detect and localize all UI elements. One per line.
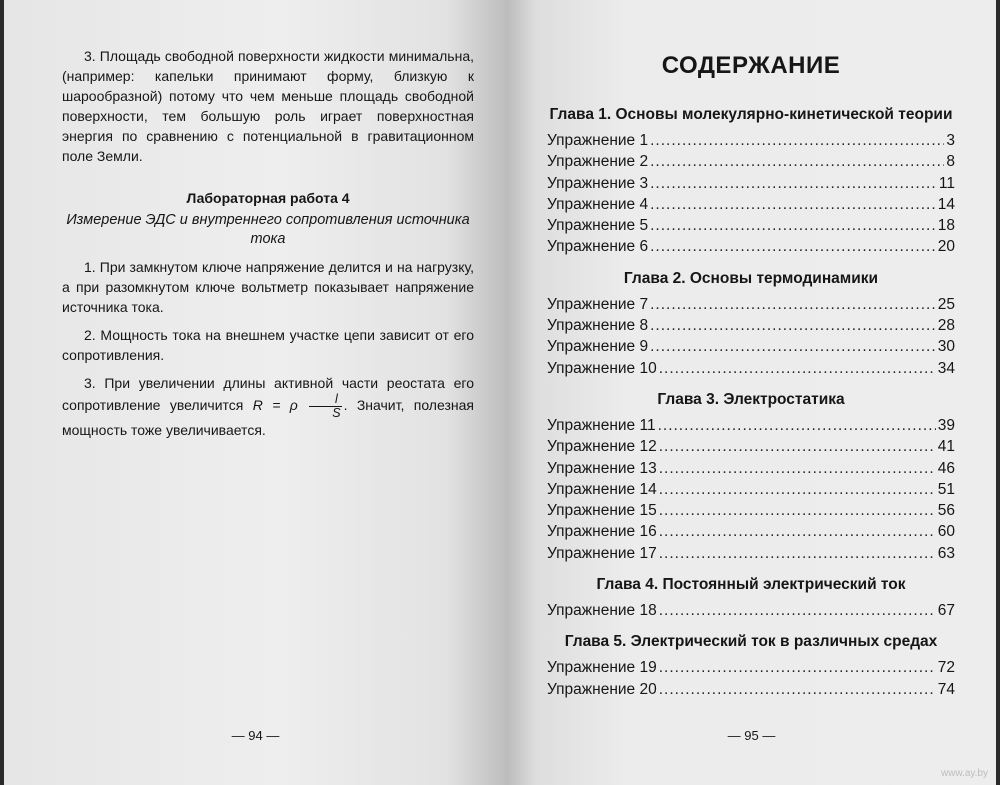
toc-entry xyxy=(547,151,955,172)
toc-entry xyxy=(547,215,955,236)
toc-entry-page: 67 xyxy=(937,602,955,620)
chapter-title: Глава 4. Постоянный электрический ток xyxy=(596,576,906,594)
toc-entry-leader xyxy=(659,679,936,700)
formula-denominator: S xyxy=(332,406,341,420)
toc-entry-leader xyxy=(650,151,944,172)
toc-entry-label: Упражнение 14 xyxy=(547,480,657,498)
toc-entry xyxy=(547,543,955,564)
toc-entry-page: 25 xyxy=(937,295,955,313)
toc-chapters xyxy=(547,106,955,700)
right-page xyxy=(507,0,996,785)
table-of-contents xyxy=(547,52,955,712)
toc-entry xyxy=(547,336,955,357)
toc-entry-label: Упражнение 3 xyxy=(547,174,649,192)
paragraph-rheostat xyxy=(62,373,474,440)
toc-entry-page: 56 xyxy=(937,502,955,520)
toc-entry-page: 51 xyxy=(937,480,955,498)
toc-entry-label: Упражнение 11 xyxy=(547,416,656,434)
rheostat-text-after: . Значит, полезная мощность тоже увеличивается. xyxy=(62,397,474,438)
toc-entry-leader xyxy=(659,600,936,621)
toc-entry-page: 39 xyxy=(937,416,955,434)
toc-entry-label: Упражнение 6 xyxy=(547,238,649,256)
toc-entry xyxy=(547,236,955,257)
toc-entry-leader xyxy=(650,294,936,315)
toc-entry-leader xyxy=(659,521,936,542)
toc-entry-page: 72 xyxy=(937,659,955,677)
toc-entry-leader xyxy=(650,336,936,357)
toc-title: СОДЕРЖАНИЕ xyxy=(661,52,841,79)
toc-entry-leader xyxy=(659,479,936,500)
formula-fraction xyxy=(309,393,341,420)
toc-entry-label: Упражнение 19 xyxy=(547,659,657,677)
chapter-entries xyxy=(547,600,955,621)
toc-entry xyxy=(547,194,955,215)
toc-entry-page: 74 xyxy=(937,680,955,698)
toc-entry xyxy=(547,600,955,621)
paragraph-surface-area: 3. Площадь свободной поверхности жидкости минимальна, (например: капельки принимают форму, близкую к шарообразной) потому что чем меньше площадь свободной поверхности, тем большую роль играет поверхностная энергия по сравнению с потенциальной в гравитационном поле Земли. xyxy=(62,48,474,164)
toc-entry-leader xyxy=(659,436,936,457)
toc-entry-label: Упражнение 2 xyxy=(547,153,649,171)
lab-work-title: Лабораторная работа 4 xyxy=(186,190,350,206)
toc-entry xyxy=(547,679,955,700)
toc-entry-page: 60 xyxy=(937,523,955,541)
toc-entry-leader xyxy=(650,130,944,151)
toc-entry-label: Упражнение 9 xyxy=(547,338,649,356)
chapter-entries xyxy=(547,657,955,700)
toc-entry-leader xyxy=(650,194,936,215)
watermark: www.ay.by xyxy=(940,768,988,779)
toc-entry-leader xyxy=(659,500,936,521)
chapter-title: Глава 5. Электрический ток в различных средах xyxy=(564,633,938,651)
toc-entry-page: 34 xyxy=(937,359,955,377)
chapter-entries xyxy=(547,130,955,258)
toc-entry-label: Упражнение 1 xyxy=(547,132,649,149)
toc-entry-leader xyxy=(659,358,936,379)
toc-entry-label: Упражнение 17 xyxy=(547,544,657,562)
toc-entry-leader xyxy=(650,236,936,257)
right-page-number: — 95 — xyxy=(727,728,776,743)
toc-entry xyxy=(547,436,955,457)
chapter-entries xyxy=(547,294,955,379)
toc-entry-label: Упражнение 13 xyxy=(547,459,657,477)
toc-entry-page: 8 xyxy=(946,153,955,171)
toc-entry-leader xyxy=(650,215,936,236)
toc-entry-leader xyxy=(650,315,936,336)
toc-entry xyxy=(547,358,955,379)
toc-entry-label: Упражнение 8 xyxy=(547,317,649,335)
left-page-body xyxy=(62,46,474,448)
toc-entry-page: 14 xyxy=(937,195,955,213)
toc-entry-label: Упражнение 4 xyxy=(547,195,649,213)
toc-entry xyxy=(547,415,955,436)
rheostat-text-before: 3. При увеличении длины активной части реостата его сопротивление увеличится xyxy=(62,375,474,414)
lab-work-subtitle: Измерение ЭДС и внутреннего сопротивления источника тока xyxy=(66,212,470,247)
formula-numerator: l xyxy=(309,393,341,407)
toc-entry xyxy=(547,173,955,194)
toc-entry-label: Упражнение 18 xyxy=(547,602,657,620)
toc-entry xyxy=(547,657,955,678)
paragraph-closed-key: 1. При замкнутом ключе напряжение делится и на нагрузку, а при разомкнутом ключе вольтметр показывает напряжение источника тока. xyxy=(62,259,474,315)
chapter-title: Глава 2. Основы термодинамики xyxy=(623,269,879,287)
toc-entry-leader xyxy=(659,543,936,564)
toc-entry-page: 41 xyxy=(937,438,955,456)
left-page-number: — 94 — xyxy=(231,728,280,743)
toc-entry-page: 3 xyxy=(946,132,955,149)
toc-entry-page: 20 xyxy=(937,238,955,256)
toc-entry xyxy=(547,294,955,315)
toc-entry-page: 63 xyxy=(937,544,955,562)
toc-entry xyxy=(547,458,955,479)
toc-entry-page: 46 xyxy=(937,459,955,477)
toc-entry-page: 18 xyxy=(937,217,955,235)
toc-entry-label: Упражнение 16 xyxy=(547,523,657,541)
paragraph-power: 2. Мощность тока на внешнем участке цепи зависит от его сопротивления. xyxy=(62,327,474,363)
toc-entry-page: 28 xyxy=(937,317,955,335)
toc-entry-label: Упражнение 5 xyxy=(547,217,649,235)
toc-entry-page: 30 xyxy=(937,338,955,356)
toc-entry-leader xyxy=(658,415,936,436)
toc-entry xyxy=(547,500,955,521)
chapter-entries xyxy=(547,415,955,564)
toc-entry-label: Упражнение 7 xyxy=(547,295,649,313)
formula-lhs: R = ρ xyxy=(252,397,298,414)
toc-entry xyxy=(547,315,955,336)
toc-entry-leader xyxy=(659,657,936,678)
toc-entry-label: Упражнение 10 xyxy=(547,359,657,377)
toc-entry xyxy=(547,479,955,500)
toc-entry-page: 11 xyxy=(938,174,955,192)
toc-entry-leader xyxy=(650,173,937,194)
toc-entry xyxy=(547,521,955,542)
chapter-title: Глава 1. Основы молекулярно-кинетической теории xyxy=(549,106,953,123)
left-page xyxy=(4,0,507,785)
chapter-title: Глава 3. Электростатика xyxy=(657,390,845,408)
toc-entry-label: Упражнение 20 xyxy=(547,680,657,698)
toc-entry-label: Упражнение 12 xyxy=(547,438,657,456)
toc-entry-leader xyxy=(659,458,936,479)
toc-entry-label: Упражнение 15 xyxy=(547,502,657,520)
toc-entry xyxy=(547,130,955,151)
